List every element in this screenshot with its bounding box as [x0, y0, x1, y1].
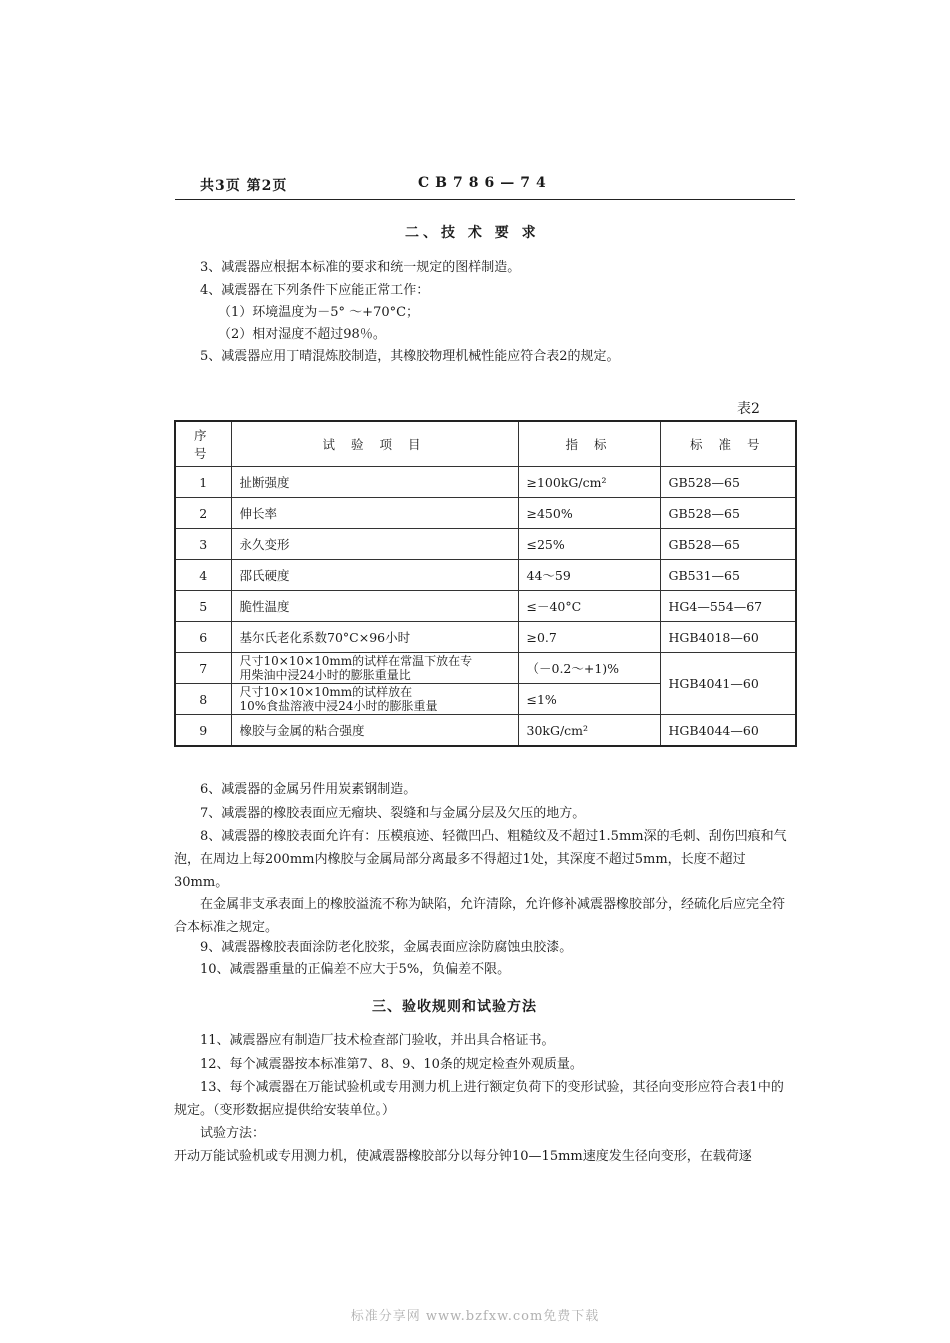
row-value: 30kG/cm² [518, 715, 660, 747]
row-no: 3 [175, 529, 231, 560]
row-no: 6 [175, 622, 231, 653]
clause-5: 5、减震器应用丁晴混炼胶制造，其橡胶物理机械性能应符合表2的规定。 [200, 349, 620, 364]
row-item [231, 684, 518, 715]
clause-10: 10、减震器重量的正偏差不应大于5%，负偏差不限。 [200, 962, 511, 977]
clause-6: 6、减震器的金属另件用炭素钢制造。 [200, 782, 417, 797]
row-no: 2 [175, 498, 231, 529]
row-item: 橡胶与金属的粘合强度 [231, 715, 518, 747]
table-row [175, 622, 796, 653]
rubber-properties-table [174, 420, 797, 747]
section-title-technical-requirements: 二、技 术 要 求 [405, 225, 540, 241]
clause-4-condition-1: （1）环境温度为－5° ～+70°C； [218, 305, 420, 320]
row-value: ≥450% [518, 498, 660, 529]
row-item-line-1: 尺寸10×10×10mm的试样在常温下放在专 [239, 654, 473, 668]
clause-13: 13、每个减震器在万能试验机或专用测力机上进行额定负荷下的变形试验，其径向变形应符合表1中的规定。（变形数据应提供给安装单位。） [174, 1080, 784, 1118]
row-item: 基尔氏老化系数70°C×96小时 [231, 622, 518, 653]
row-no: 5 [175, 591, 231, 622]
row-value: ≥100kG/cm² [518, 467, 660, 498]
table-row [175, 591, 796, 622]
row-item-line-2: 用柴油中浸24小时的膨胀重量比 [239, 668, 411, 682]
row-standard: HGB4018—60 [660, 622, 796, 653]
standard-number: CB786—74 [418, 175, 552, 191]
table-row [175, 560, 796, 591]
row-value: ≤－40°C [518, 591, 660, 622]
row-standard: HG4—554—67 [660, 591, 796, 622]
site-watermark: 标准分享网 www.bzfxw.com免费下载 [350, 1309, 600, 1324]
row-item: 伸长率 [231, 498, 518, 529]
row-no: 7 [175, 653, 231, 684]
row-value: ≤1% [518, 684, 660, 715]
row-value: （－0.2～+1)% [518, 653, 660, 684]
section-title-acceptance-and-test: 三、验收规则和试验方法 [372, 999, 537, 1015]
row-item: 脆性温度 [231, 591, 518, 622]
table-row [175, 529, 796, 560]
table-row [175, 467, 796, 498]
table-label: 表2 [737, 401, 760, 417]
clause-4-condition-2: （2）相对湿度不超过98％。 [218, 327, 386, 342]
row-value: 44～59 [518, 560, 660, 591]
col-header-no: 序 号 [175, 421, 231, 467]
row-standard: GB531—65 [660, 560, 796, 591]
table-header-row [175, 421, 796, 467]
row-item-line-1: 尺寸10×10×10mm的试样放在 [239, 685, 413, 699]
row-standard: GB528—65 [660, 498, 796, 529]
col-header-value: 指 标 [518, 421, 660, 467]
table-row [175, 653, 796, 684]
page-count: 共3页 第2页 [200, 178, 288, 194]
clause-8-supplement: 在金属非支承表面上的橡胶溢流不称为缺陷，允许清除，允许修补减震器橡胶部分，经硫化后应完全符合本标准之规定。 [174, 897, 786, 935]
clause-9: 9、减震器橡胶表面涂防老化胶浆，金属表面应涂防腐蚀虫胶漆。 [200, 940, 573, 955]
row-standard-merged: HGB4041—60 [660, 653, 796, 715]
row-no: 9 [175, 715, 231, 747]
clause-12: 12、每个减震器按本标准第7、8、9、10条的规定检查外观质量。 [200, 1057, 583, 1072]
table-row [175, 715, 796, 747]
test-method-text: 开动万能试验机或专用测力机，使减震器橡胶部分以每分钟10—15mm速度发生径向变形，在载荷逐 [174, 1149, 752, 1164]
col-header-standard: 标 准 号 [660, 421, 796, 467]
clause-3: 3、减震器应根据本标准的要求和统一规定的图样制造。 [200, 260, 521, 275]
header-rule [175, 199, 795, 200]
row-item: 扯断强度 [231, 467, 518, 498]
table-row [175, 498, 796, 529]
row-item [231, 653, 518, 684]
clause-8: 8、减震器的橡胶表面允许有：压模痕迹、轻微凹凸、粗糙纹及不超过1.5mm深的毛刺、刮伤凹痕和气泡，在周边上每200mm内橡胶与金属局部分离最多不得超过1处，其深度不超过5mm，长度不超过30mm。 [174, 829, 787, 890]
test-method-label: 试验方法： [200, 1126, 266, 1141]
clause-11: 11、减震器应有制造厂技术检查部门验收，并出具合格证书。 [200, 1033, 555, 1048]
col-header-item: 试 验 项 目 [231, 421, 518, 467]
clause-4: 4、减震器在下列条件下应能正常工作： [200, 283, 430, 298]
row-no: 4 [175, 560, 231, 591]
row-item: 邵氏硬度 [231, 560, 518, 591]
row-standard: GB528—65 [660, 529, 796, 560]
row-item-line-2: 10%食盐溶液中浸24小时的膨胀重量 [239, 699, 438, 713]
row-standard: GB528—65 [660, 467, 796, 498]
clause-7: 7、减震器的橡胶表面应无瘤块、裂缝和与金属分层及欠压的地方。 [200, 806, 586, 821]
row-standard: HGB4044—60 [660, 715, 796, 747]
row-no: 8 [175, 684, 231, 715]
row-item: 永久变形 [231, 529, 518, 560]
row-value: ≤25% [518, 529, 660, 560]
row-value: ≥0.7 [518, 622, 660, 653]
row-no: 1 [175, 467, 231, 498]
